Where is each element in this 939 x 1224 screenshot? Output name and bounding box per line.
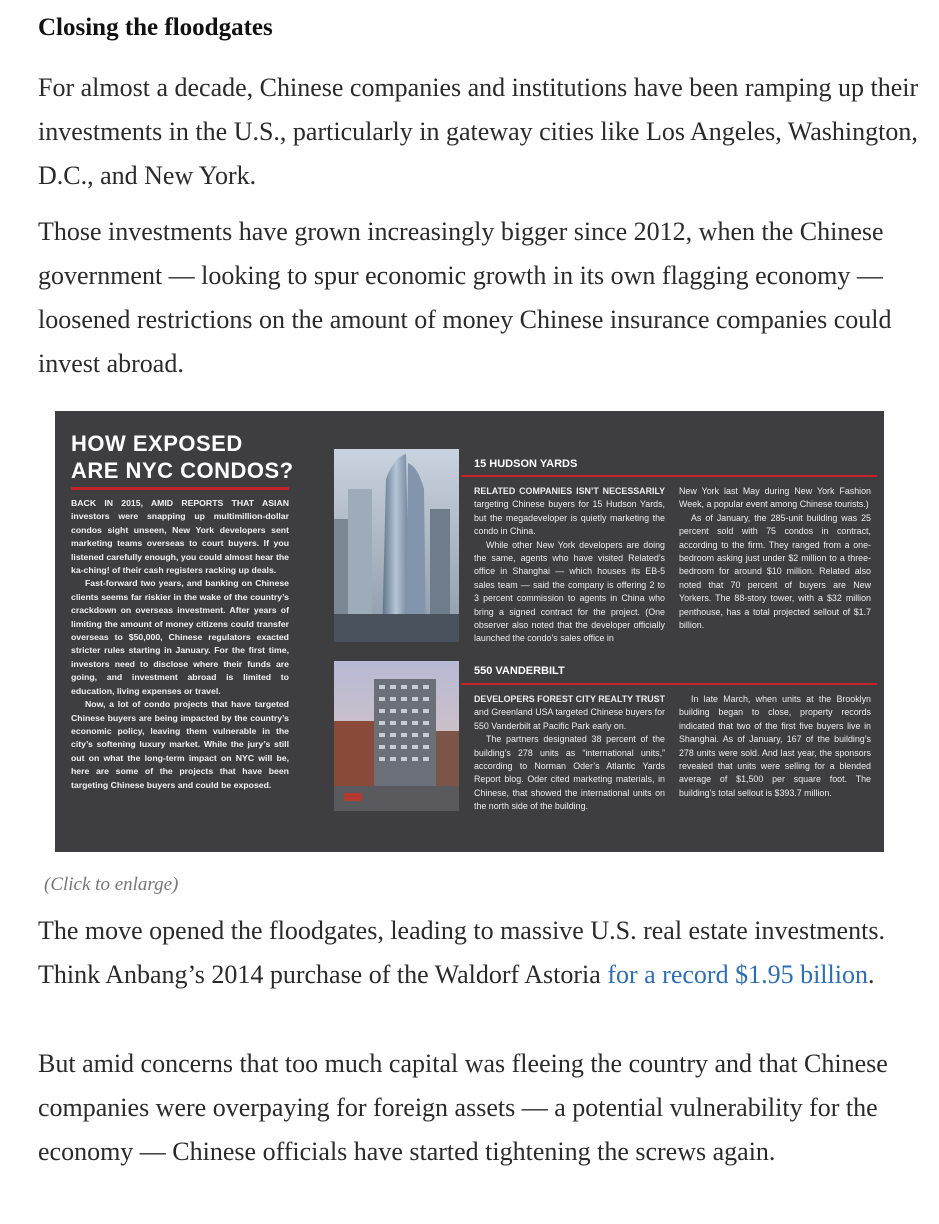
vanderbilt-p1: and Greenland USA targeted Chinese buyers for 550 Vanderbilt at Pacific Park early on. — [474, 707, 665, 731]
vanderbilt-divider — [461, 683, 877, 685]
paragraph-3 — [38, 909, 938, 997]
hudson-p1: targeting Chinese buyers for 15 Hudson Yards, but the megadeveloper is quietly marketing the condo in China. — [474, 499, 665, 537]
title-divider — [71, 487, 289, 490]
paragraph-3-end: . — [867, 960, 875, 989]
hudson-p2: While other New York developers are doing the same, agents who have visited Related’s office in Shanghai — which houses its EB-5 sales team — said the company is offering 2 to 3 percent commission to agents in China who bring a signed contract for the project. (One observer also noted that the developer officially launched the condo’s sales office in — [474, 539, 665, 644]
hudson-p3: New York last May during New York Fashion Week, a popular event among Chinese tourists.) — [679, 486, 871, 510]
infographic-title — [71, 430, 321, 484]
intro-lead: BACK IN 2015, AMID REPORTS THAT ASIAN — [71, 498, 289, 508]
intro-p3: Now, a lot of condo projects that have targeted Chinese buyers are being impacted by the country’s economic policy, leaving them vulnerable in the city’s softening luxury market. While the jury’s still out on what the long-term impact on NYC will be, here are some of the projects that have been targeting Chinese buyers and could be exposed. — [71, 699, 289, 790]
infographic-title-line-1: HOW EXPOSED — [71, 431, 243, 456]
paragraph-2: Those investments have grown increasingly bigger since 2012, when the Chinese government — looking to spur economic growth in its own flagging economy — loosened restrictions on the amount of money Chinese insurance companies could invest abroad. — [38, 217, 892, 378]
hudson-yards-photo — [334, 449, 459, 642]
infographic-title-line-2: ARE NYC CONDOS? — [71, 458, 294, 483]
vanderbilt-photo — [334, 661, 459, 811]
vanderbilt-column-1 — [474, 693, 665, 814]
waldorf-record-link[interactable]: for a record $1.95 billion — [607, 960, 868, 989]
infographic-intro-text — [71, 497, 289, 792]
vanderbilt-p3: In late March, when units at the Brooklyn building began to close, property records indicated that two of the first five buyers live in Shanghai. As of January, 167 of the building’s 278 units were sold. And last year, the sponsors revealed that units were selling for a blended average of $1,500 per square foot. The building’s total sellout is $393.7 million. — [679, 694, 871, 798]
hudson-yards-divider — [461, 475, 877, 477]
paragraph-1: For almost a decade, Chinese companies and institutions have been ramping up their investments in the U.S., particularly in gateway cities like Los Angeles, Washington, D.C., and New York. — [38, 73, 919, 190]
vanderbilt-title: 550 VANDERBILT — [474, 665, 565, 677]
click-to-enlarge-caption[interactable]: (Click to enlarge) — [44, 874, 179, 895]
hudson-lead: RELATED COMPANIES ISN’T NECESSARILY — [474, 486, 665, 496]
vanderbilt-lead: DEVELOPERS FOREST CITY REALTY TRUST — [474, 694, 665, 704]
intro-p1: investors were snapping up multimillion-dollar condos sight unseen, New York developers sent marketing teams overseas to court buyers. If you listened carefully enough, you could almost hear the ka-ching! of their cash registers racking up deals. — [71, 511, 289, 576]
paragraph-3-text: The move opened the floodgates, leading to massive U.S. real estate investments. Think Anbang’s 2014 purchase of the Waldorf Astoria — [38, 916, 885, 989]
vanderbilt-column-2 — [679, 693, 871, 800]
article-heading: Closing the floodgates — [38, 14, 273, 41]
intro-p2: Fast-forward two years, and banking on Chinese clients seems far riskier in the wake of the country’s crackdown on overseas investment. After years of limiting the amount of money citizens could transfer overseas to $50,000, Chinese regulators exacted stricter rules starting in January. For the first time, investors need to disclose where their funds are going, and investment abroad is limited to education, living expenses or travel. — [71, 578, 289, 696]
hudson-yards-column-2 — [679, 485, 871, 632]
paragraph-4: But amid concerns that too much capital was fleeing the country and that Chinese companies were overpaying for foreign assets — a potential vulnerability for the economy — Chinese officials have started tightening the screws again. — [38, 1049, 888, 1166]
infographic-how-exposed[interactable] — [55, 411, 884, 852]
vanderbilt-p2: The partners designated 38 percent of the building’s 278 units as “international units,” according to Norman Oder’s Atlantic Yards Report blog. Oder cited marketing materials, in Chinese, that showed the international units on the north side of the building. — [474, 734, 665, 812]
hudson-yards-title: 15 HUDSON YARDS — [474, 458, 578, 470]
hudson-p4: As of January, the 285-unit building was 25 percent sold with 75 condos in contract, according to the firm. They ranged from a one-bedroom asking just under $2 million to a three-bedroom for around $10 million. Related also noted that 70 percent of buyers are New Yorkers. The 88-story tower, with a $32 million penthouse, has a total projected sellout of $1.7 billion. — [679, 512, 871, 631]
hudson-yards-column-1 — [474, 485, 665, 646]
